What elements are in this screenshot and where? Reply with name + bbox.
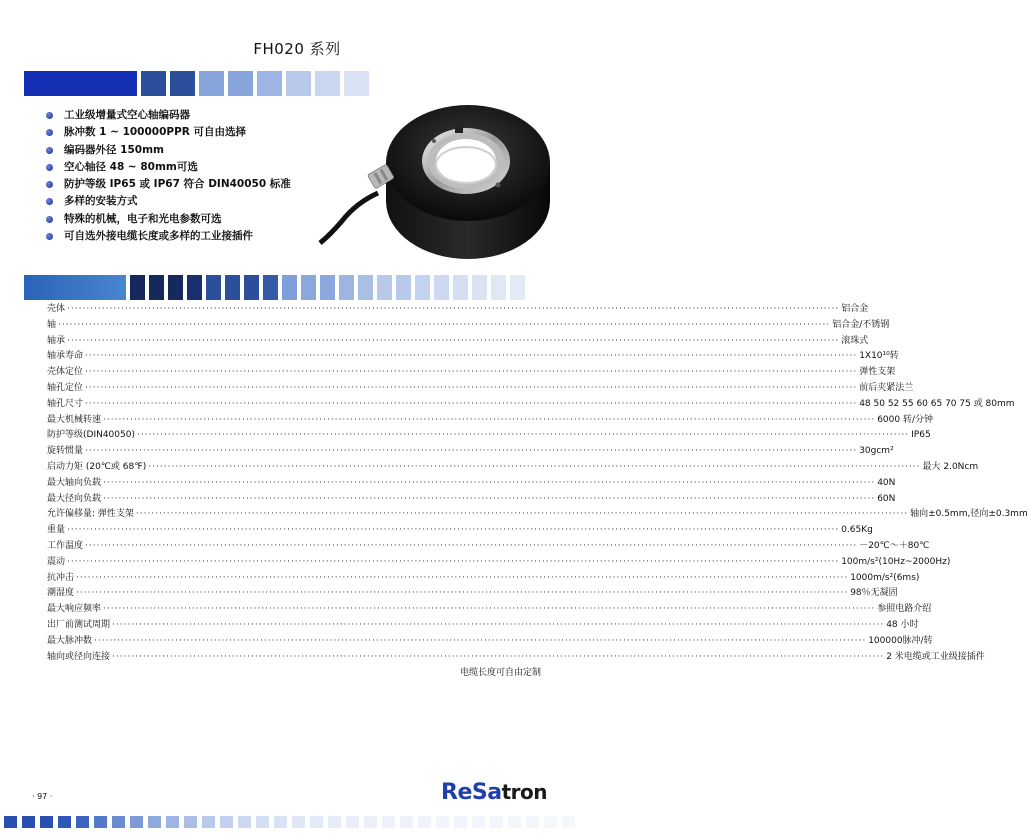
footer-square — [400, 816, 413, 828]
spec-label: 轴孔定位 — [47, 382, 84, 393]
spec-leader-dots: ········································································································································································································ — [85, 367, 858, 378]
spec-value: 1X10¹⁰转 — [859, 351, 899, 362]
spec-row — [47, 349, 899, 365]
spec-value: 6000 转/分钟 — [877, 414, 933, 425]
feature-item: 可自选外接电缆长度或多样的工业接插件 — [46, 228, 291, 245]
spec-leader-dots: ········································································································································································································ — [67, 335, 840, 346]
spec-value: 48 50 52 55 60 65 70 75 或 80mm — [859, 398, 1015, 409]
spec-leader-dots: ········································································································································································································ — [85, 398, 858, 409]
footer-square — [40, 816, 53, 828]
spec-label: 最大机械转速 — [47, 414, 102, 425]
feature-item: 工业级增量式空心轴编码器 — [46, 107, 291, 124]
bullet-icon — [46, 164, 53, 171]
spec-leader-dots: ········································································································································································································ — [85, 351, 858, 362]
footer-square — [220, 816, 233, 828]
footer-square — [346, 816, 359, 828]
spec-label: 轴 — [47, 319, 57, 330]
spec-leader-dots: ········································································································································································································ — [94, 635, 867, 646]
spec-value: 30gcm² — [859, 446, 894, 457]
bullet-icon — [46, 129, 53, 136]
spec-row — [47, 650, 985, 666]
spec-leader-dots: ········································································································································································································ — [103, 493, 876, 504]
spec-label: 允许偏移量: 弹性支架 — [47, 509, 134, 520]
spec-value: 弹性支架 — [859, 367, 896, 378]
spec-value: 2 米电缆或工业级接插件 — [886, 651, 985, 662]
feature-item: 编码器外径 150mm — [46, 142, 291, 159]
spec-label: 轴承寿命 — [47, 351, 84, 362]
spec-row — [47, 507, 1028, 523]
middle-decor-bar — [24, 275, 529, 300]
spec-row — [47, 318, 890, 334]
feature-item: 空心轴径 48 ~ 80mm可选 — [46, 159, 291, 176]
spec-label: 抗冲击 — [47, 572, 75, 583]
footer-square — [418, 816, 431, 828]
spec-value: 100m/s²(10Hz~2000Hz) — [841, 556, 951, 567]
footer-square — [292, 816, 305, 828]
spec-row — [47, 571, 920, 587]
spec-label: 轴向或径向连接 — [47, 651, 111, 662]
spec-label: 启动力矩 (20℃或 68℉) — [47, 461, 147, 472]
spec-value: 1000m/s²(6ms) — [850, 572, 920, 583]
spec-value: 参照电路介绍 — [877, 604, 932, 615]
spec-leader-dots: ········································································································································································································ — [76, 572, 849, 583]
spec-label: 出厂前测试周期 — [47, 619, 111, 630]
spec-label: 潮湿度 — [47, 588, 75, 599]
spec-row — [47, 334, 869, 350]
spec-label: 最大脉冲数 — [47, 635, 93, 646]
spec-row — [47, 539, 930, 555]
spec-row — [47, 365, 896, 381]
footer-square — [310, 816, 323, 828]
spec-extra-note: 电缆长度可自由定制 — [459, 668, 541, 679]
footer-square — [328, 816, 341, 828]
footer-square — [454, 816, 467, 828]
footer-square — [202, 816, 215, 828]
footer-square — [238, 816, 251, 828]
spec-label: 重量 — [47, 525, 66, 536]
footer-square — [58, 816, 71, 828]
spec-row — [47, 428, 931, 444]
spec-label: 震动 — [47, 556, 66, 567]
spec-leader-dots: ········································································································································································································ — [136, 430, 910, 441]
spec-value: 100000脉冲/转 — [868, 635, 933, 646]
footer-square — [22, 816, 35, 828]
spec-leader-dots: ········································································································································································································ — [85, 382, 858, 393]
spec-leader-dots: ········································································································································································································ — [148, 461, 921, 472]
spec-label: 工作温度 — [47, 540, 84, 551]
spec-leader-dots: ········································································································································································································ — [85, 540, 858, 551]
footer-square — [4, 816, 17, 828]
spec-label: 最大响应频率 — [47, 604, 102, 615]
resatron-logo: ReSatron — [441, 780, 547, 805]
spec-row — [47, 381, 914, 397]
spec-row — [47, 397, 1015, 413]
feature-list — [46, 107, 291, 245]
footer-square — [382, 816, 395, 828]
spec-row — [47, 586, 898, 602]
page-title: FH020 系列 — [253, 40, 341, 58]
spec-value: 最大 2.0Ncm — [922, 461, 979, 472]
spec-table — [47, 302, 1028, 681]
spec-leader-dots: ········································································································································································································ — [135, 509, 909, 520]
spec-label: 最大轴向负载 — [47, 477, 102, 488]
spec-leader-dots: ········································································································································································································ — [76, 588, 849, 599]
footer-square — [76, 816, 89, 828]
footer-square — [256, 816, 269, 828]
footer-square — [364, 816, 377, 828]
spec-row — [47, 444, 894, 460]
footer-square — [184, 816, 197, 828]
feature-item: 防护等级 IP65 或 IP67 符合 DIN40050 标准 — [46, 176, 291, 193]
spec-value: 0.65Kg — [841, 525, 873, 536]
spec-leader-dots: ········································································································································································································ — [67, 556, 840, 567]
footer-square — [490, 816, 503, 828]
spec-label: 壳体定位 — [47, 367, 84, 378]
spec-value: 轴向±0.5mm,径向±0.3mm — [910, 509, 1028, 520]
spec-label: 轴承 — [47, 335, 66, 346]
spec-leader-dots: ········································································································································································································ — [67, 525, 840, 536]
spec-row — [47, 476, 896, 492]
spec-row — [47, 555, 951, 571]
footer-square — [148, 816, 161, 828]
footer-decor-bar — [0, 812, 598, 839]
spec-label: 轴孔尺寸 — [47, 398, 84, 409]
spec-row — [47, 602, 932, 618]
bullet-icon — [46, 198, 53, 205]
spec-leader-dots: ········································································································································································································ — [103, 414, 876, 425]
spec-row — [47, 460, 979, 476]
spec-leader-dots: ········································································································································································································ — [103, 477, 876, 488]
bullet-icon — [46, 233, 53, 240]
footer-square — [130, 816, 143, 828]
spec-leader-dots: ········································································································································································································ — [85, 446, 858, 457]
bullet-icon — [46, 112, 53, 119]
spec-row — [47, 523, 873, 539]
spec-row — [47, 492, 896, 508]
feature-item: 多样的安装方式 — [46, 193, 291, 210]
footer-square — [274, 816, 287, 828]
spec-value: 98％无凝固 — [850, 588, 898, 599]
footer-square — [94, 816, 107, 828]
spec-value: 60N — [877, 493, 896, 504]
spec-value: 滚珠式 — [841, 335, 869, 346]
bullet-icon — [46, 181, 53, 188]
footer-square — [436, 816, 449, 828]
spec-label: 防护等级(DIN40050) — [47, 430, 135, 441]
spec-row — [47, 302, 869, 318]
footer-square — [166, 816, 179, 828]
footer-square — [526, 816, 539, 828]
spec-label: 旋转惯量 — [47, 446, 84, 457]
spec-leader-dots: ········································································································································································································ — [58, 319, 831, 330]
spec-label: 壳体 — [47, 304, 66, 314]
spec-leader-dots: ········································································································································································································ — [103, 604, 876, 615]
feature-item: 特殊的机械，电子和光电参数可选 — [46, 211, 291, 228]
spec-leader-dots: ········································································································································································································ — [112, 619, 885, 630]
spec-leader-dots: ········································································································································································································ — [112, 651, 885, 662]
spec-label: 最大径向负载 — [47, 493, 102, 504]
spec-value: 铝合金 — [841, 304, 869, 314]
spec-value: 48 小时 — [886, 619, 919, 630]
spec-row — [47, 413, 933, 429]
spec-value: －20℃～＋80℃ — [859, 540, 930, 551]
feature-item: 脉冲数 1 ~ 100000PPR 可自由选择 — [46, 124, 291, 141]
spec-value: 前后夹紧法兰 — [859, 382, 914, 393]
bullet-icon — [46, 147, 53, 154]
page-number: · 97 · — [32, 792, 53, 801]
spec-row — [47, 634, 933, 650]
footer-square — [508, 816, 521, 828]
bullet-icon — [46, 216, 53, 223]
spec-row — [47, 618, 919, 634]
spec-leader-dots: ········································································································································································································ — [67, 304, 840, 314]
footer-square — [472, 816, 485, 828]
spec-value: IP65 — [911, 430, 931, 441]
spec-value: 铝合金/不锈钢 — [832, 319, 890, 330]
spec-value: 40N — [877, 477, 896, 488]
encoder-product-image — [316, 93, 556, 275]
footer-square — [112, 816, 125, 828]
footer-square — [562, 816, 575, 828]
footer-square — [544, 816, 557, 828]
